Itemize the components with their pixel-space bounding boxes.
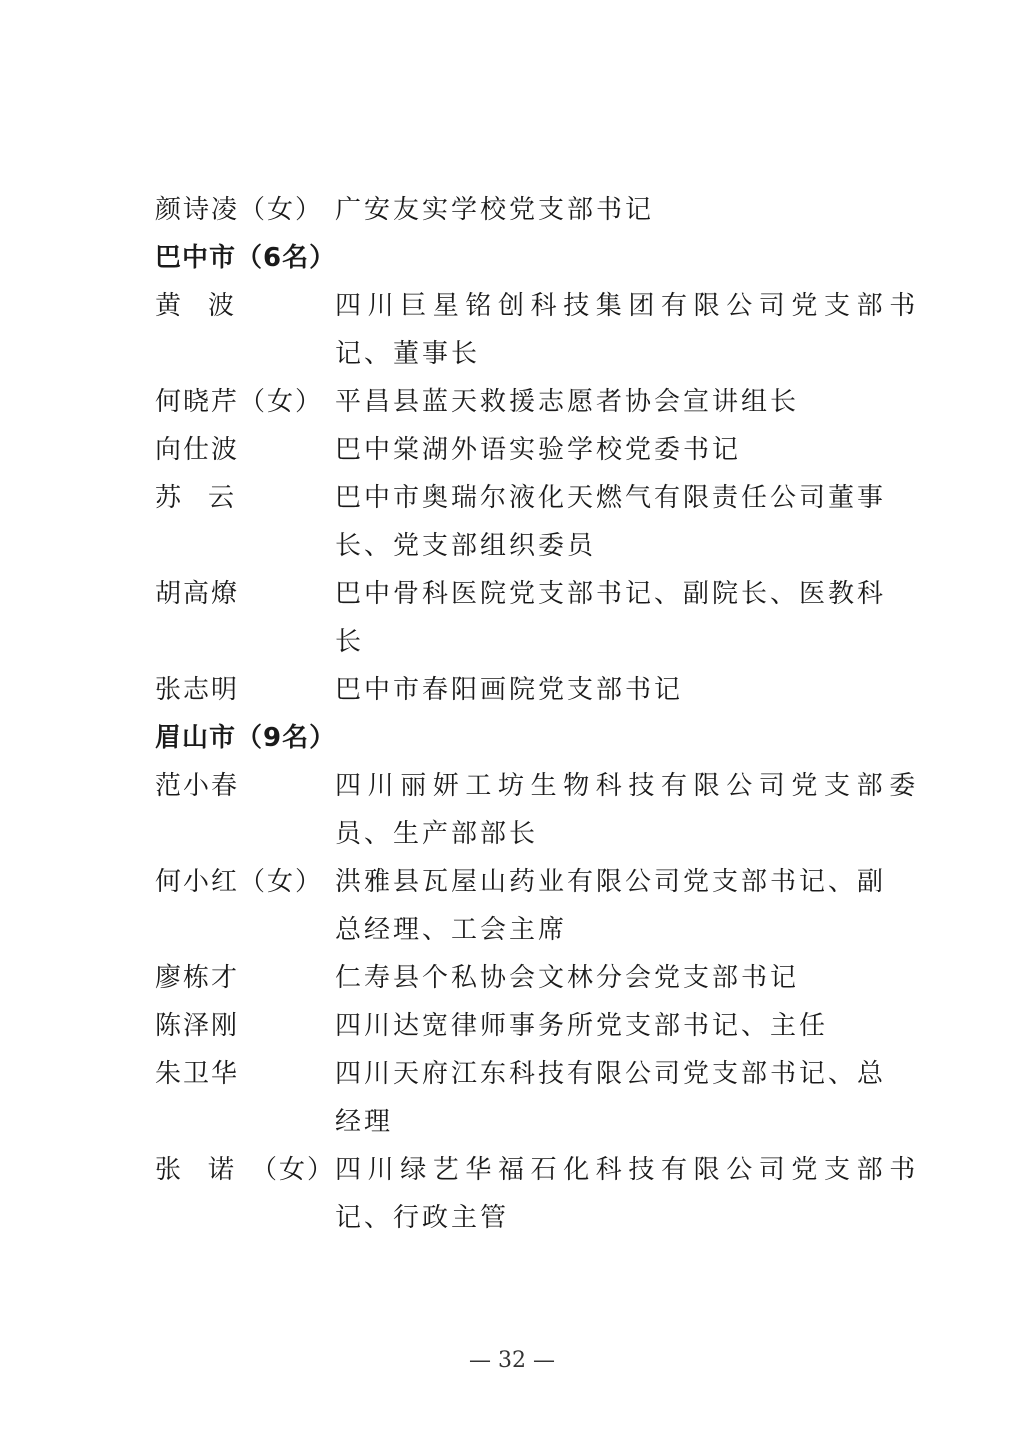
page-number: — 32 — bbox=[469, 1348, 555, 1373]
person-role-continued: 记、行政主管 bbox=[335, 1203, 510, 1233]
person-role: 四川天府江东科技有限公司党支部书记、总 bbox=[335, 1059, 887, 1089]
person-role: 巴中市奥瑞尔液化天燃气有限责任公司董事 bbox=[335, 483, 887, 513]
person-role: 四川绿艺华福石化科技有限公司党支部书 bbox=[335, 1155, 922, 1185]
person-role-continued: 总经理、工会主席 bbox=[335, 915, 568, 945]
person-name: 何小红（女） bbox=[155, 867, 324, 897]
section-heading-meishan: 眉山市（9名） bbox=[155, 723, 337, 753]
name-char: 云 bbox=[208, 483, 235, 513]
person-role-continued: 长、党支部组织委员 bbox=[335, 531, 597, 561]
person-name: 向仕波 bbox=[155, 435, 240, 465]
person-role: 平昌县蓝天救援志愿者协会宣讲组长 bbox=[335, 387, 800, 417]
person-name: 范小春 bbox=[155, 771, 240, 801]
person-name: 朱卫华 bbox=[155, 1059, 240, 1089]
person-name: 颜诗凌（女） bbox=[155, 195, 324, 225]
person-role: 四川丽妍工坊生物科技有限公司党支部委 bbox=[335, 771, 922, 801]
name-char: 苏 bbox=[155, 483, 182, 513]
person-role: 洪雅县瓦屋山药业有限公司党支部书记、副 bbox=[335, 867, 887, 897]
name-char: 张 bbox=[155, 1155, 182, 1185]
person-role: 巴中骨科医院党支部书记、副院长、医教科 bbox=[335, 579, 887, 609]
person-role-continued: 员、生产部部长 bbox=[335, 819, 539, 849]
name-char: 波 bbox=[208, 291, 235, 321]
person-name: 廖栋才 bbox=[155, 963, 240, 993]
person-role-continued: 长 bbox=[335, 627, 365, 657]
person-name: 陈泽刚 bbox=[155, 1011, 240, 1041]
person-role: 四川达宽律师事务所党支部书记、主任 bbox=[335, 1011, 829, 1041]
person-role-continued: 经理 bbox=[335, 1107, 394, 1137]
person-role: 巴中市春阳画院党支部书记 bbox=[335, 675, 684, 705]
person-name: 胡高燎 bbox=[155, 579, 240, 609]
person-role-continued: 记、董事长 bbox=[335, 339, 481, 369]
section-heading-bazhong: 巴中市（6名） bbox=[155, 243, 337, 273]
name-char: 诺 bbox=[208, 1155, 235, 1185]
person-role: 巴中棠湖外语实验学校党委书记 bbox=[335, 435, 742, 465]
name-char: 黄 bbox=[155, 291, 182, 321]
person-name: 张志明 bbox=[155, 675, 240, 705]
name-suffix: （女） bbox=[251, 1155, 336, 1185]
person-name: 何晓芹（女） bbox=[155, 387, 324, 417]
person-role: 广安友实学校党支部书记 bbox=[335, 195, 655, 225]
person-role: 仁寿县个私协会文林分会党支部书记 bbox=[335, 963, 800, 993]
person-role: 四川巨星铭创科技集团有限公司党支部书 bbox=[335, 291, 922, 321]
